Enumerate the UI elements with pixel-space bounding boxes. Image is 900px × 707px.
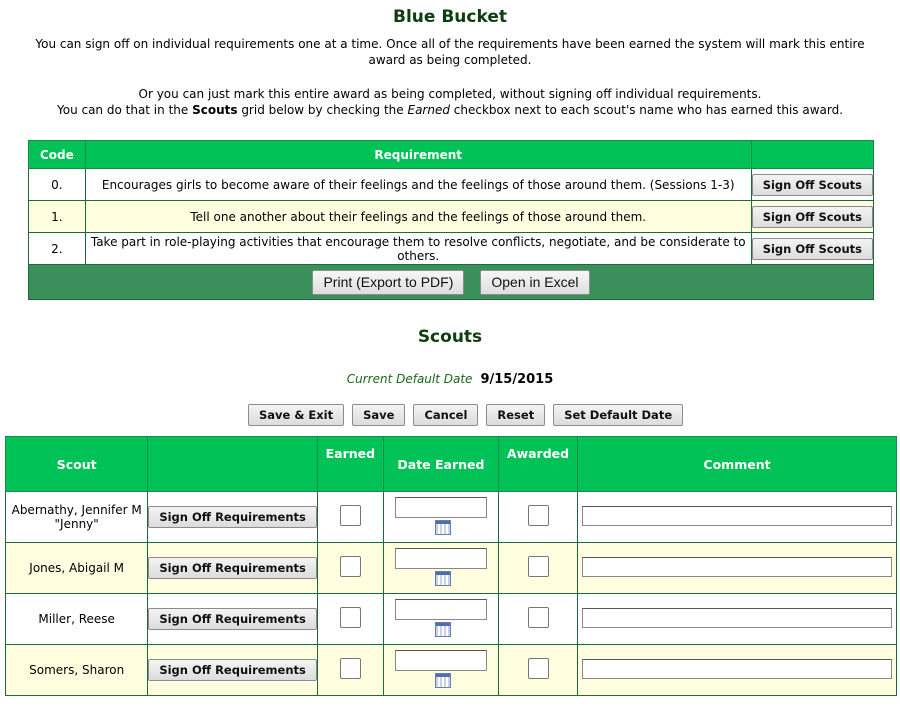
scout-name: Miller, Reese (6, 594, 148, 645)
date-earned-input[interactable] (395, 548, 487, 569)
requirement-code: 0. (29, 169, 86, 201)
earned-checkbox[interactable] (340, 556, 361, 577)
comment-input[interactable] (582, 659, 892, 679)
sign-off-requirements-button[interactable]: Sign Off Requirements (148, 506, 317, 528)
intro-line-1: You can sign off on individual requirements one at a time. Once all of the requirements have been earned the system will mark this entire (35, 37, 865, 51)
comment-header: Comment (577, 437, 896, 492)
set-default-date-button[interactable]: Set Default Date (553, 404, 683, 426)
requirement-code: 2. (29, 233, 86, 265)
sign-off-requirements-button[interactable]: Sign Off Requirements (148, 557, 317, 579)
cancel-button[interactable]: Cancel (413, 404, 478, 426)
save-button[interactable]: Save (352, 404, 405, 426)
date-earned-input[interactable] (395, 497, 487, 518)
sign-off-scouts-button[interactable]: Sign Off Scouts (752, 174, 873, 196)
requirement-row (29, 169, 874, 201)
intro-line-4: You can do that in the Scouts grid below by checking the Earned checkbox next to each scout's name who has earned this award. (56, 103, 844, 117)
awarded-checkbox[interactable] (528, 607, 549, 628)
scouts-title: Scouts (417, 327, 483, 347)
awarded-checkbox[interactable] (528, 556, 549, 577)
scout-row (6, 543, 897, 594)
default-date-label: Current Default Date (346, 372, 473, 386)
requirement-text: Encourages girls to become aware of their feelings and the feelings of those around them. (Sessions 1-3) (85, 169, 751, 201)
scouts-grid-reference: Scouts (192, 103, 238, 117)
earned-checkbox[interactable] (340, 607, 361, 628)
requirement-header: Requirement (85, 141, 751, 169)
reset-button[interactable]: Reset (486, 404, 545, 426)
scout-name: Abernathy, Jennifer M "Jenny" (6, 492, 148, 543)
requirement-text: Tell one another about their feelings and the feelings of those around them. (85, 201, 751, 233)
sign-off-requirements-button[interactable]: Sign Off Requirements (148, 659, 317, 681)
awarded-header: Awarded (499, 437, 578, 492)
awarded-checkbox[interactable] (528, 658, 549, 679)
earned-header: Earned (317, 437, 383, 492)
requirements-header-row (29, 141, 874, 169)
date-earned-input[interactable] (395, 650, 487, 671)
scouts-table (5, 436, 897, 696)
scout-row (6, 594, 897, 645)
calendar-icon[interactable] (435, 571, 451, 586)
scouts-action-bar (248, 404, 691, 426)
scout-name: Somers, Sharon (6, 645, 148, 696)
calendar-icon[interactable] (435, 622, 451, 637)
requirements-footer (29, 265, 874, 300)
print-pdf-button[interactable]: Print (Export to PDF) (312, 270, 464, 295)
scout-row (6, 492, 897, 543)
requirement-actions-header (751, 141, 873, 169)
intro-paragraph-2 (0, 86, 900, 118)
sign-off-scouts-button[interactable]: Sign Off Scouts (752, 238, 873, 260)
intro-line-2: award as being completed. (368, 53, 532, 67)
requirement-code: 1. (29, 201, 86, 233)
scout-actions-header (148, 437, 318, 492)
requirement-row (29, 201, 874, 233)
scouts-header-row (6, 437, 897, 492)
sign-off-requirements-button[interactable]: Sign Off Requirements (148, 608, 317, 630)
calendar-icon[interactable] (435, 673, 451, 688)
calendar-icon[interactable] (435, 520, 451, 535)
date-earned-header: Date Earned (383, 437, 498, 492)
sign-off-scouts-button[interactable]: Sign Off Scouts (752, 206, 873, 228)
open-excel-button[interactable]: Open in Excel (480, 270, 589, 295)
default-date-value: 9/15/2015 (480, 372, 554, 387)
comment-input[interactable] (582, 608, 892, 628)
intro-paragraph-1 (0, 36, 900, 68)
earned-reference: Earned (407, 103, 450, 117)
requirements-table (28, 140, 874, 300)
requirement-text: Take part in role-playing activities that encourage them to resolve conflicts, negotiate, and be considerate to others. (85, 233, 751, 265)
comment-input[interactable] (582, 506, 892, 526)
requirement-row (29, 233, 874, 265)
scout-header: Scout (6, 437, 148, 492)
earned-checkbox[interactable] (340, 658, 361, 679)
current-default-date (0, 372, 900, 387)
intro-line-3: Or you can just mark this entire award as being completed, without signing off individual requirements. (138, 87, 762, 101)
code-header: Code (29, 141, 86, 169)
comment-input[interactable] (582, 557, 892, 577)
page-title: Blue Bucket (393, 7, 507, 27)
save-exit-button[interactable]: Save & Exit (248, 404, 344, 426)
date-earned-input[interactable] (395, 599, 487, 620)
scout-name: Jones, Abigail M (6, 543, 148, 594)
awarded-checkbox[interactable] (528, 505, 549, 526)
earned-checkbox[interactable] (340, 505, 361, 526)
scout-row (6, 645, 897, 696)
